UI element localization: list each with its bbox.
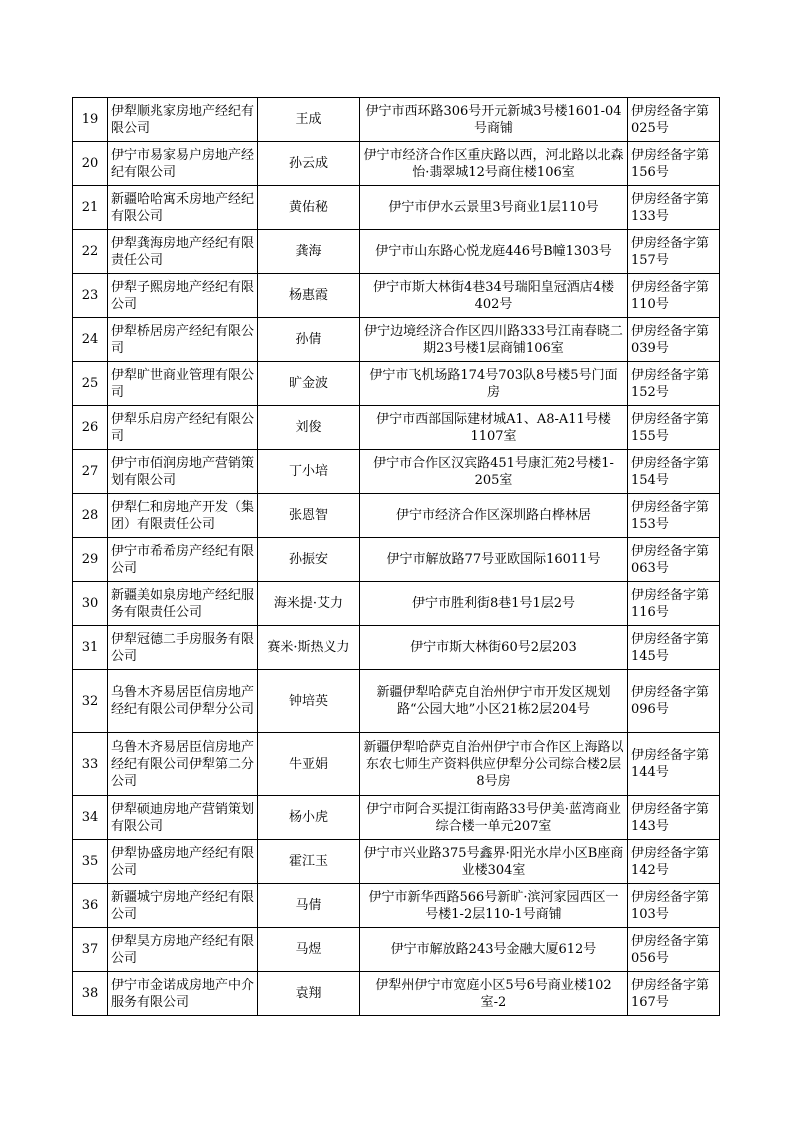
company-name: 伊犁冠德二手房服务有限公司 <box>111 631 255 664</box>
legal-person-cell <box>258 928 360 972</box>
registration-number: 伊房经备字第156号 <box>631 147 710 180</box>
address-cell <box>360 928 628 972</box>
registration-number: 伊房经备字第155号 <box>631 411 710 444</box>
address-cell <box>360 670 628 733</box>
registration-number-cell <box>628 840 720 884</box>
legal-person: 张恩智 <box>288 508 328 523</box>
legal-person: 赛米·斯热义力 <box>267 640 350 655</box>
table-row <box>73 626 720 670</box>
registration-number: 伊房经备字第144号 <box>631 748 710 780</box>
table-row <box>73 538 720 582</box>
address: 伊宁市合作区汉宾路451号康汇苑2号楼1-205室 <box>373 455 614 488</box>
legal-person-cell <box>258 274 360 318</box>
company-name-cell <box>108 972 258 1016</box>
row-number-cell <box>73 884 108 928</box>
registration-number-cell <box>628 230 720 274</box>
address: 伊宁市斯大林街60号2层203 <box>410 640 577 655</box>
registration-number-cell <box>628 538 720 582</box>
legal-person-cell <box>258 450 360 494</box>
row-number: 38 <box>81 986 99 1001</box>
row-number: 37 <box>81 942 99 957</box>
company-name-cell <box>108 318 258 362</box>
legal-person-cell <box>258 494 360 538</box>
legal-person: 钟培英 <box>288 693 328 709</box>
registration-number-cell <box>628 582 720 626</box>
legal-person: 杨惠霞 <box>288 288 328 303</box>
company-name-cell <box>108 406 258 450</box>
table-row <box>73 274 720 318</box>
legal-person-cell <box>258 186 360 230</box>
legal-person: 孙倩 <box>295 332 322 347</box>
company-name: 伊犁协盛房地产经纪有限公司 <box>111 845 255 878</box>
legal-person: 霍江玉 <box>288 854 328 869</box>
address-cell <box>360 362 628 406</box>
row-number: 32 <box>81 693 99 709</box>
registration-number-cell <box>628 733 720 796</box>
company-name: 新疆美如泉房地产经纪服务有限责任公司 <box>111 587 255 620</box>
legal-person: 刘俊 <box>295 420 322 435</box>
address: 伊宁市经济合作区深圳路白桦林居 <box>395 508 591 523</box>
row-number-cell <box>73 318 108 362</box>
table-row <box>73 733 720 796</box>
address: 伊宁市胜利街8巷1号1层2号 <box>411 596 576 611</box>
registration-number-cell <box>628 796 720 840</box>
row-number: 22 <box>81 244 99 259</box>
registration-number-cell <box>628 670 720 733</box>
company-name: 伊犁昊方房地产经纪有限公司 <box>111 933 255 966</box>
address-cell <box>360 450 628 494</box>
legal-person-cell <box>258 884 360 928</box>
legal-person: 袁翔 <box>295 986 322 1001</box>
table-row <box>73 928 720 972</box>
registration-number: 伊房经备字第142号 <box>631 845 710 878</box>
address: 新疆伊犁哈萨克自治州伊宁市开发区规划路“公园大地”小区21栋2层204号 <box>376 685 611 717</box>
address: 伊宁市西部国际建材城A1、A8-A11号楼1107室 <box>376 411 611 444</box>
row-number-cell <box>73 582 108 626</box>
address: 伊宁边境经济合作区四川路333号江南春晓二期23号楼1层商铺106室 <box>364 323 623 356</box>
registration-number: 伊房经备字第157号 <box>631 235 710 268</box>
address-cell <box>360 733 628 796</box>
registration-number-cell <box>628 274 720 318</box>
company-name-cell <box>108 450 258 494</box>
address: 伊宁市阿合买提江街南路33号伊美·蓝湾商业综合楼一单元207室 <box>366 801 621 834</box>
address: 新疆伊犁哈萨克自治州伊宁市合作区上海路以东农七师生产资料供应伊犁分公司综合楼2层8号房 <box>363 739 624 789</box>
legal-person: 孙振安 <box>288 552 328 567</box>
registration-number: 伊房经备字第167号 <box>631 977 710 1010</box>
address-cell <box>360 186 628 230</box>
address-cell <box>360 972 628 1016</box>
company-name: 乌鲁木齐易居臣信房地产经纪有限公司伊犁分公司 <box>111 685 255 717</box>
row-number-cell <box>73 406 108 450</box>
address-cell <box>360 98 628 142</box>
company-name-cell <box>108 733 258 796</box>
address-cell <box>360 274 628 318</box>
row-number: 24 <box>81 332 99 347</box>
registration-number: 伊房经备字第056号 <box>631 933 710 966</box>
legal-person-cell <box>258 230 360 274</box>
table-row <box>73 98 720 142</box>
address-cell <box>360 626 628 670</box>
legal-person: 丁小培 <box>288 464 328 479</box>
row-number-cell <box>73 186 108 230</box>
company-name: 伊犁顺兆家房地产经纪有限公司 <box>111 103 255 136</box>
agency-registry-table <box>72 97 720 1016</box>
row-number: 25 <box>81 376 99 391</box>
legal-person: 马倩 <box>295 898 322 913</box>
address: 伊宁市解放路243号金融大厦612号 <box>390 942 597 957</box>
registration-number-cell <box>628 450 720 494</box>
company-name: 乌鲁木齐易居臣信房地产经纪有限公司伊犁第二分公司 <box>111 739 255 789</box>
table-row <box>73 142 720 186</box>
registration-number-cell <box>628 98 720 142</box>
row-number-cell <box>73 670 108 733</box>
legal-person: 海米提·艾力 <box>273 596 344 611</box>
row-number: 33 <box>81 756 99 772</box>
row-number-cell <box>73 733 108 796</box>
address: 伊宁市飞机场路174号703队8号楼5号门面房 <box>369 367 618 400</box>
company-name: 伊宁市易家易户房地产经纪有限公司 <box>111 147 255 180</box>
company-name-cell <box>108 362 258 406</box>
company-name-cell <box>108 186 258 230</box>
address: 伊宁市经济合作区重庆路以西，河北路以北森怡·翡翠城12号商住楼106室 <box>363 147 624 180</box>
table-row <box>73 840 720 884</box>
company-name: 新疆哈哈寓禾房地产经纪有限公司 <box>111 191 255 224</box>
registration-number: 伊房经备字第145号 <box>631 631 710 664</box>
row-number-cell <box>73 450 108 494</box>
legal-person-cell <box>258 362 360 406</box>
row-number: 19 <box>81 112 99 127</box>
row-number-cell <box>73 362 108 406</box>
table-row <box>73 406 720 450</box>
row-number: 34 <box>81 810 99 825</box>
row-number-cell <box>73 274 108 318</box>
company-name-cell <box>108 928 258 972</box>
registration-number: 伊房经备字第110号 <box>631 279 710 312</box>
row-number: 20 <box>81 156 99 171</box>
address: 伊宁市伊水云景里3号商业1层110号 <box>388 200 599 215</box>
company-name: 伊宁市希希房产经纪有限公司 <box>111 543 255 576</box>
table-row <box>73 494 720 538</box>
legal-person-cell <box>258 840 360 884</box>
company-name: 伊宁市金诺成房地产中介服务有限公司 <box>111 977 255 1010</box>
company-name: 伊犁桥居房产经纪有限公司 <box>111 323 255 356</box>
row-number: 27 <box>81 464 99 479</box>
registration-number-cell <box>628 362 720 406</box>
table-row <box>73 230 720 274</box>
legal-person: 黄佑秘 <box>288 200 328 215</box>
address: 伊宁市解放路77号亚欧国际16011号 <box>386 552 601 567</box>
address: 伊宁市斯大林街4巷34号瑞阳皇冠酒店4楼402号 <box>372 279 615 312</box>
table-row <box>73 884 720 928</box>
registration-number: 伊房经备字第103号 <box>631 889 710 922</box>
row-number-cell <box>73 972 108 1016</box>
legal-person: 王成 <box>295 112 322 127</box>
company-name-cell <box>108 538 258 582</box>
legal-person-cell <box>258 142 360 186</box>
address: 伊宁市新华西路566号新旷·滨河家园西区一号楼1-2层110-1号商铺 <box>368 889 619 922</box>
company-name-cell <box>108 796 258 840</box>
company-name-cell <box>108 230 258 274</box>
registration-number: 伊房经备字第116号 <box>631 587 710 620</box>
address-cell <box>360 538 628 582</box>
legal-person: 牛亚娟 <box>288 756 328 772</box>
legal-person-cell <box>258 670 360 733</box>
table-row <box>73 318 720 362</box>
table-row <box>73 972 720 1016</box>
legal-person: 杨小虎 <box>288 810 328 825</box>
legal-person-cell <box>258 538 360 582</box>
registration-number-cell <box>628 186 720 230</box>
registration-number: 伊房经备字第153号 <box>631 499 710 532</box>
legal-person-cell <box>258 733 360 796</box>
row-number: 21 <box>81 200 99 215</box>
table-row <box>73 362 720 406</box>
legal-person-cell <box>258 98 360 142</box>
registration-number: 伊房经备字第154号 <box>631 455 710 488</box>
legal-person-cell <box>258 406 360 450</box>
table-row <box>73 186 720 230</box>
row-number-cell <box>73 796 108 840</box>
address-cell <box>360 840 628 884</box>
company-name: 伊犁龚海房地产经纪有限责任公司 <box>111 235 255 268</box>
company-name-cell <box>108 274 258 318</box>
row-number: 31 <box>81 640 99 655</box>
registration-number-cell <box>628 626 720 670</box>
company-name-cell <box>108 840 258 884</box>
legal-person-cell <box>258 582 360 626</box>
table-row <box>73 582 720 626</box>
company-name-cell <box>108 626 258 670</box>
company-name-cell <box>108 142 258 186</box>
registration-number-cell <box>628 406 720 450</box>
company-name-cell <box>108 494 258 538</box>
address-cell <box>360 230 628 274</box>
table-row <box>73 450 720 494</box>
row-number-cell <box>73 928 108 972</box>
registration-number-cell <box>628 142 720 186</box>
legal-person-cell <box>258 972 360 1016</box>
registration-number-cell <box>628 494 720 538</box>
address-cell <box>360 582 628 626</box>
company-name: 伊犁仁和房地产开发（集团）有限责任公司 <box>111 499 254 532</box>
table-row <box>73 670 720 733</box>
registration-number-cell <box>628 928 720 972</box>
address-cell <box>360 494 628 538</box>
registration-number: 伊房经备字第063号 <box>631 543 710 576</box>
address: 伊宁市西环路306号开元新城3号楼1601-04号商铺 <box>365 103 622 136</box>
legal-person: 旷金波 <box>288 376 328 391</box>
row-number-cell <box>73 626 108 670</box>
address: 伊犁州伊宁市宽庭小区5号6号商业楼102室-2 <box>375 977 612 1010</box>
row-number: 28 <box>81 508 99 523</box>
registration-number: 伊房经备字第096号 <box>631 685 710 717</box>
row-number: 35 <box>81 854 99 869</box>
company-name-cell <box>108 884 258 928</box>
table-body <box>73 98 720 1016</box>
registration-number: 伊房经备字第143号 <box>631 801 710 834</box>
company-name-cell <box>108 98 258 142</box>
registration-number: 伊房经备字第152号 <box>631 367 710 400</box>
company-name-cell <box>108 582 258 626</box>
company-name: 伊犁旷世商业管理有限公司 <box>111 367 255 400</box>
company-name: 伊犁硕迪房地产营销策划有限公司 <box>111 801 255 834</box>
address-cell <box>360 142 628 186</box>
row-number-cell <box>73 840 108 884</box>
row-number-cell <box>73 494 108 538</box>
row-number-cell <box>73 538 108 582</box>
row-number-cell <box>73 98 108 142</box>
address-cell <box>360 318 628 362</box>
company-name: 伊犁乐启房产经纪有限公司 <box>111 411 255 444</box>
legal-person-cell <box>258 796 360 840</box>
address-cell <box>360 406 628 450</box>
company-name: 伊犁子熙房地产经纪有限公司 <box>111 279 255 312</box>
row-number-cell <box>73 142 108 186</box>
company-name-cell <box>108 670 258 733</box>
registration-number-cell <box>628 972 720 1016</box>
address: 伊宁市山东路心悦龙庭446号B幢1303号 <box>375 244 612 259</box>
company-name: 伊宁市佰润房地产营销策划有限公司 <box>111 455 255 488</box>
company-name: 新疆城宁房地产经纪有限公司 <box>111 889 255 922</box>
row-number: 30 <box>81 596 99 611</box>
registration-number-cell <box>628 318 720 362</box>
legal-person: 孙云成 <box>288 156 328 171</box>
address-cell <box>360 884 628 928</box>
row-number: 29 <box>81 552 99 567</box>
address: 伊宁市兴业路375号鑫界·阳光水岸小区B座商业楼304室 <box>363 845 624 878</box>
legal-person-cell <box>258 318 360 362</box>
legal-person: 龚海 <box>295 244 322 259</box>
registration-number: 伊房经备字第039号 <box>631 323 710 356</box>
table-row <box>73 796 720 840</box>
registration-number-cell <box>628 884 720 928</box>
row-number: 23 <box>81 288 99 303</box>
row-number-cell <box>73 230 108 274</box>
address-cell <box>360 796 628 840</box>
registration-number: 伊房经备字第133号 <box>631 191 710 224</box>
legal-person-cell <box>258 626 360 670</box>
row-number: 36 <box>81 898 99 913</box>
legal-person: 马煜 <box>295 942 322 957</box>
row-number: 26 <box>81 420 99 435</box>
registration-number: 伊房经备字第025号 <box>631 103 710 136</box>
